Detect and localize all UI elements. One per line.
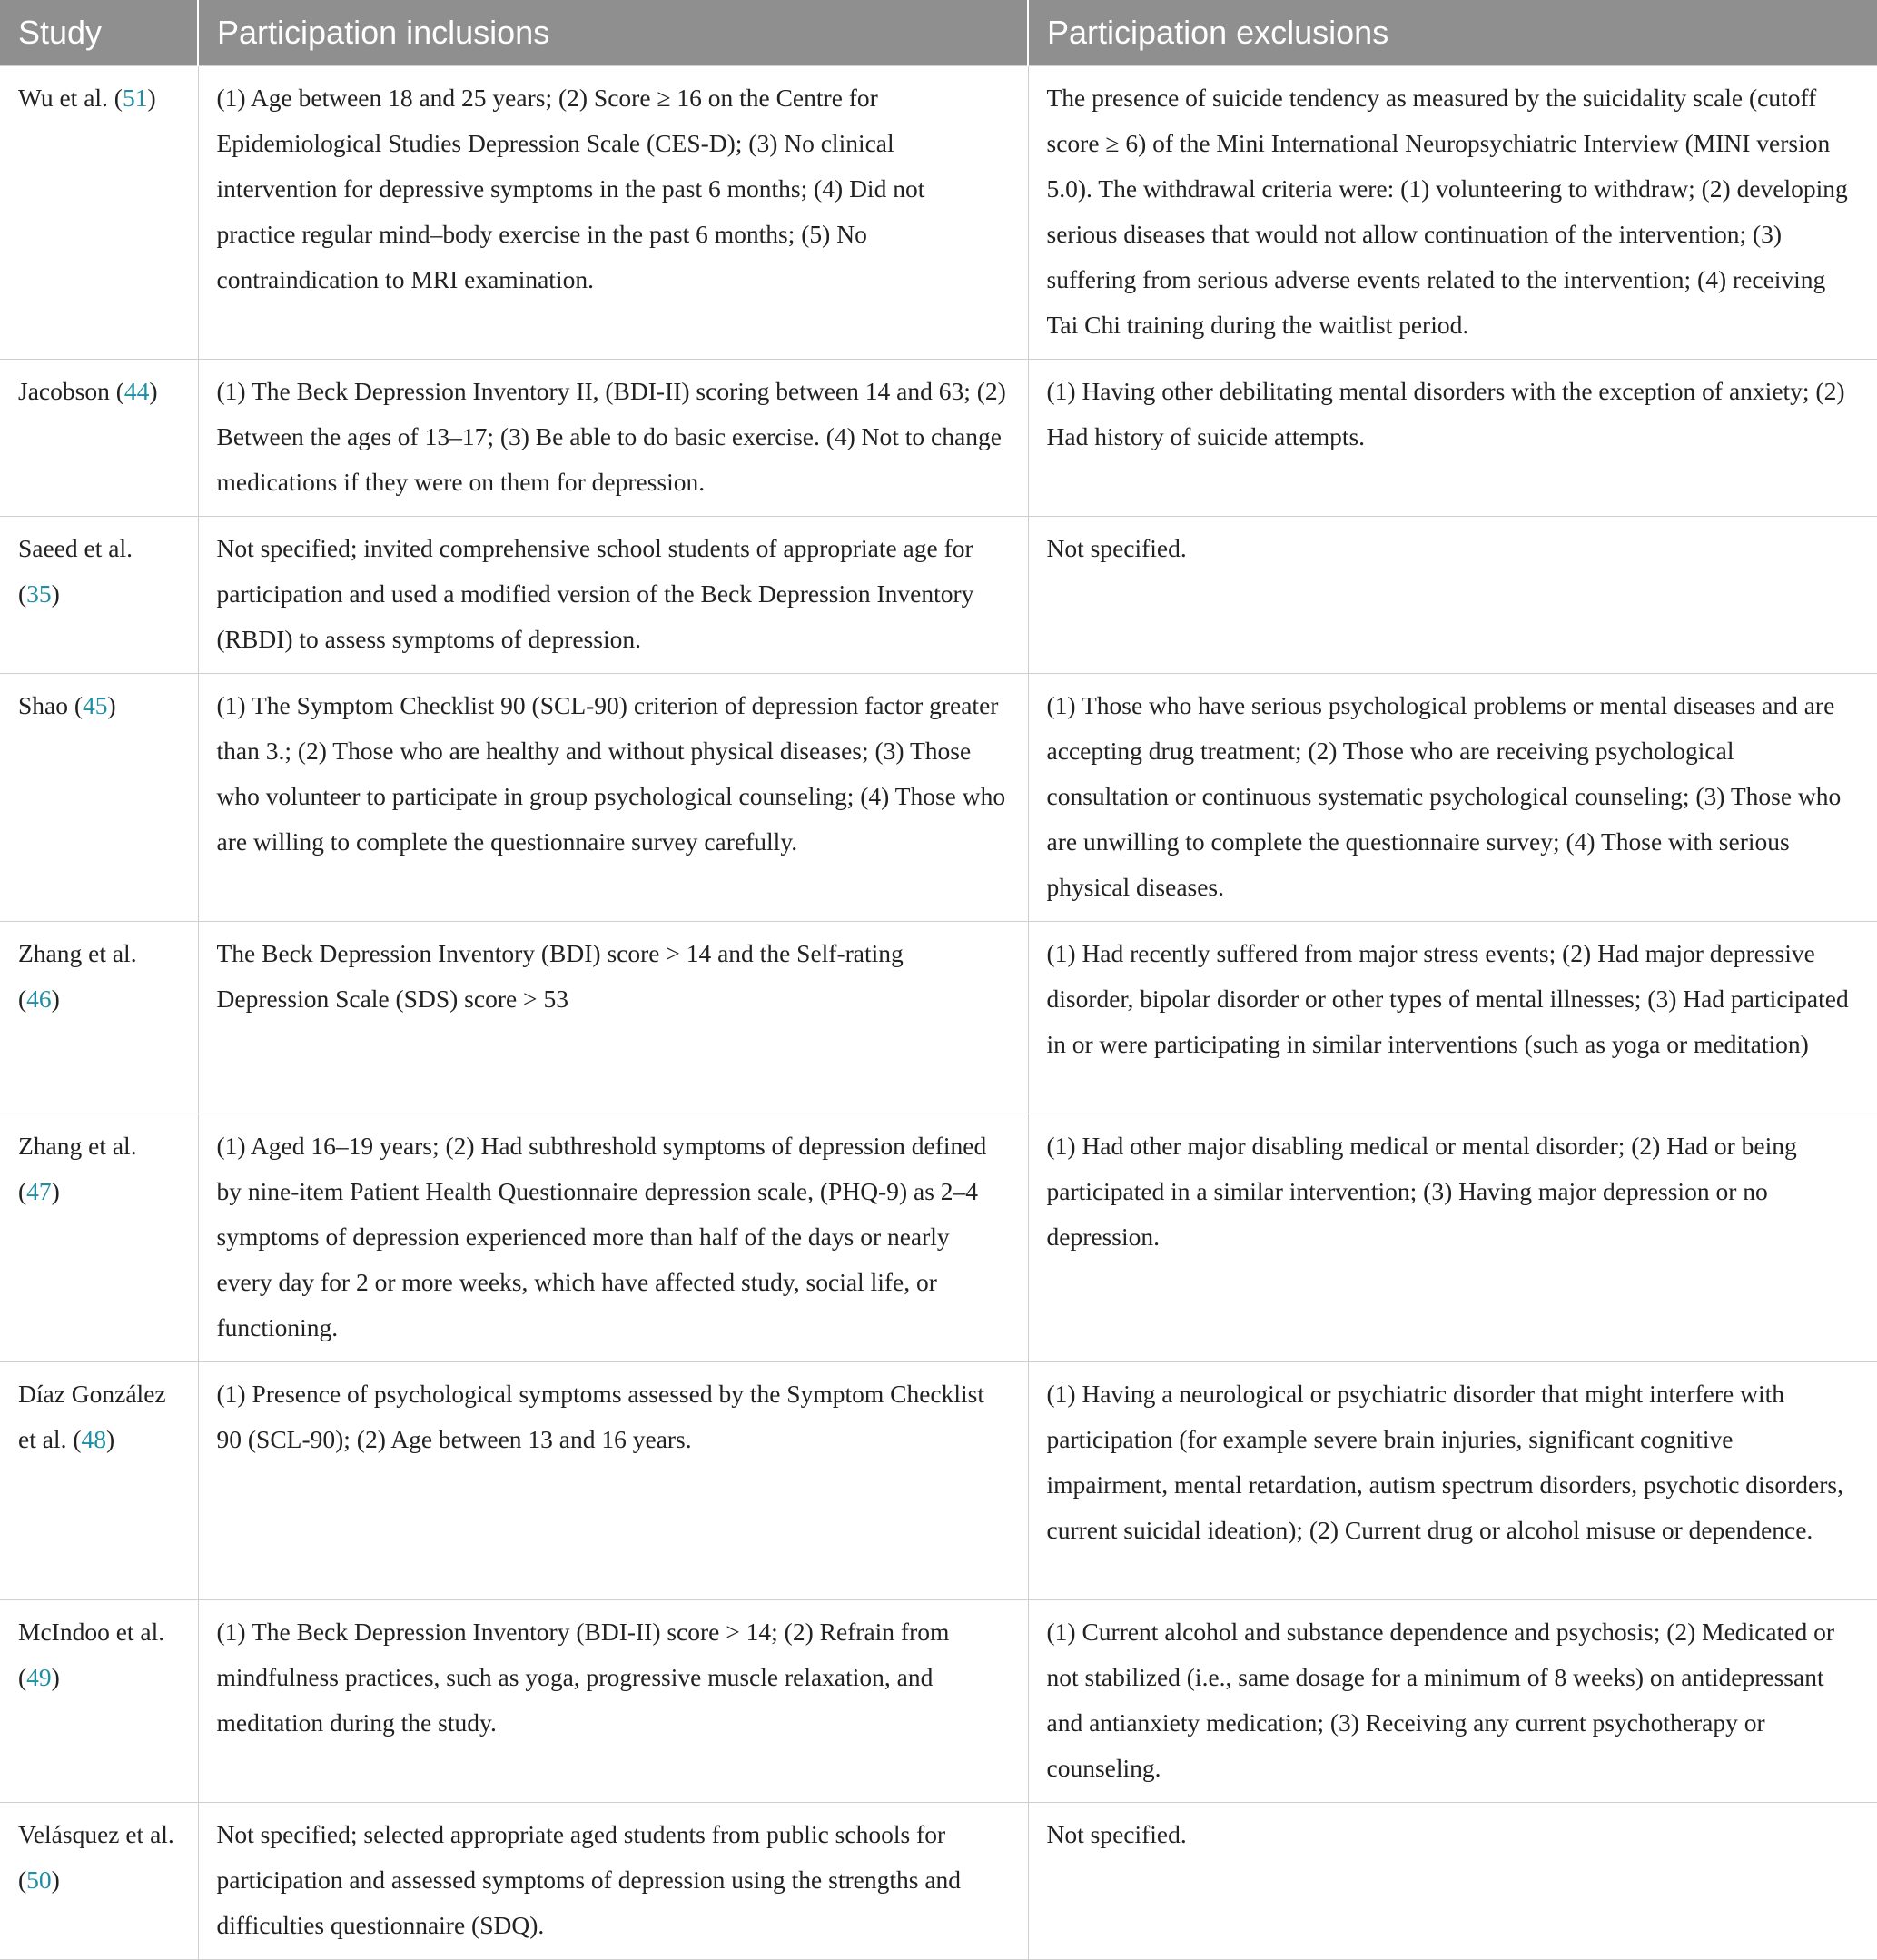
- reference-link[interactable]: 35: [26, 579, 52, 608]
- inclusions-cell: (1) Presence of psychological symptoms assessed by the Symptom Checklist 90 (SCL-90); (2) Age between 13 and 16 years.: [198, 1362, 1028, 1600]
- exclusions-cell: (1) Current alcohol and substance dependence and psychosis; (2) Medicated or not stabilized (i.e., same dosage for a minimum of 8 weeks) on antidepressant and antianxiety medication; (3) Receiving any current psychotherapy or counseling.: [1028, 1600, 1877, 1803]
- table-header: [0, 0, 1877, 66]
- header-row: [0, 0, 1877, 66]
- inclusions-cell: (1) The Symptom Checklist 90 (SCL-90) criterion of depression factor greater than 3.; (2) Those who are healthy and without physical diseases; (3) Those who volunteer to participate in group psychological counseling; (4) Those who are willing to complete the questionnaire survey carefully.: [198, 674, 1028, 922]
- study-cell: Wu et al. (51): [0, 66, 198, 360]
- header-exclusions: Participation exclusions: [1028, 0, 1877, 66]
- table-row: [0, 360, 1877, 517]
- exclusions-cell: (1) Having other debilitating mental disorders with the exception of anxiety; (2) Had history of suicide attempts.: [1028, 360, 1877, 517]
- inclusions-cell: (1) Age between 18 and 25 years; (2) Score ≥ 16 on the Centre for Epidemiological Studies Depression Scale (CES-D); (3) No clinical intervention for depressive symptoms in the past 6 months; (4) Did not practice regular mind–body exercise in the past 6 months; (5) No contraindication to MRI examination.: [198, 66, 1028, 360]
- exclusions-cell: Not specified.: [1028, 517, 1877, 674]
- table-row: [0, 1114, 1877, 1362]
- study-cell: Zhang et al. (47): [0, 1114, 198, 1362]
- table-row: [0, 1600, 1877, 1803]
- study-cell: Jacobson (44): [0, 360, 198, 517]
- table-row: [0, 922, 1877, 1114]
- inclusions-cell: Not specified; invited comprehensive school students of appropriate age for participation and used a modified version of the Beck Depression Inventory (RBDI) to assess symptoms of depression.: [198, 517, 1028, 674]
- inclusions-cell: Not specified; selected appropriate aged students from public schools for participation and assessed symptoms of depression using the strengths and difficulties questionnaire (SDQ).: [198, 1803, 1028, 1960]
- header-study: Study: [0, 0, 198, 66]
- header-inclusions: Participation inclusions: [198, 0, 1028, 66]
- exclusions-cell: (1) Had recently suffered from major stress events; (2) Had major depressive disorder, bipolar disorder or other types of mental illnesses; (3) Had participated in or were participating in similar interventions (such as yoga or meditation): [1028, 922, 1877, 1114]
- table-row: [0, 66, 1877, 360]
- table-row: [0, 1803, 1877, 1960]
- study-cell: Zhang et al. (46): [0, 922, 198, 1114]
- reference-link[interactable]: 45: [83, 691, 108, 719]
- study-cell: McIndoo et al. (49): [0, 1600, 198, 1803]
- exclusions-cell: Not specified.: [1028, 1803, 1877, 1960]
- inclusions-cell: (1) The Beck Depression Inventory (BDI-II) score > 14; (2) Refrain from mindfulness practices, such as yoga, progressive muscle relaxation, and meditation during the study.: [198, 1600, 1028, 1803]
- exclusions-cell: (1) Those who have serious psychological problems or mental diseases and are accepting drug treatment; (2) Those who are receiving psychological consultation or continuous systematic psychological counseling; (3) Those who are unwilling to complete the questionnaire survey; (4) Those with serious physical diseases.: [1028, 674, 1877, 922]
- inclusions-cell: (1) Aged 16–19 years; (2) Had subthreshold symptoms of depression defined by nine-item Patient Health Questionnaire depression scale, (PHQ-9) as 2–4 symptoms of depression experienced more than half of the days or nearly every day for 2 or more weeks, which have affected study, social life, or functioning.: [198, 1114, 1028, 1362]
- reference-link[interactable]: 47: [26, 1177, 52, 1205]
- study-cell: Saeed et al. (35): [0, 517, 198, 674]
- exclusions-cell: The presence of suicide tendency as measured by the suicidality scale (cutoff score ≥ 6) of the Mini International Neuropsychiatric Interview (MINI version 5.0). The withdrawal criteria were: (1) volunteering to withdraw; (2) developing serious diseases that would not allow continuation of the intervention; (3) suffering from serious adverse events related to the intervention; (4) receiving Tai Chi training during the waitlist period.: [1028, 66, 1877, 360]
- table-row: [0, 1362, 1877, 1600]
- table-body: [0, 66, 1877, 1960]
- study-cell: Shao (45): [0, 674, 198, 922]
- exclusions-cell: (1) Having a neurological or psychiatric disorder that might interfere with participation (for example severe brain injuries, significant cognitive impairment, mental retardation, autism spectrum disorders, psychotic disorders, current suicidal ideation); (2) Current drug or alcohol misuse or dependence.: [1028, 1362, 1877, 1600]
- reference-link[interactable]: 49: [26, 1663, 52, 1691]
- reference-link[interactable]: 51: [122, 84, 148, 112]
- reference-link[interactable]: 44: [123, 377, 150, 405]
- reference-link[interactable]: 46: [26, 985, 52, 1013]
- reference-link[interactable]: 48: [81, 1425, 106, 1453]
- inclusions-cell: (1) The Beck Depression Inventory II, (BDI-II) scoring between 14 and 63; (2) Between the ages of 13–17; (3) Be able to do basic exercise. (4) Not to change medications if they were on them for depression.: [198, 360, 1028, 517]
- study-cell: Velásquez et al. (50): [0, 1803, 198, 1960]
- inclusions-cell: The Beck Depression Inventory (BDI) score > 14 and the Self-rating Depression Scale (SDS) score > 53: [198, 922, 1028, 1114]
- study-cell: Díaz González et al. (48): [0, 1362, 198, 1600]
- exclusions-cell: (1) Had other major disabling medical or mental disorder; (2) Had or being participated in a similar intervention; (3) Having major depression or no depression.: [1028, 1114, 1877, 1362]
- table-row: [0, 674, 1877, 922]
- reference-link[interactable]: 50: [26, 1866, 52, 1894]
- table-row: [0, 517, 1877, 674]
